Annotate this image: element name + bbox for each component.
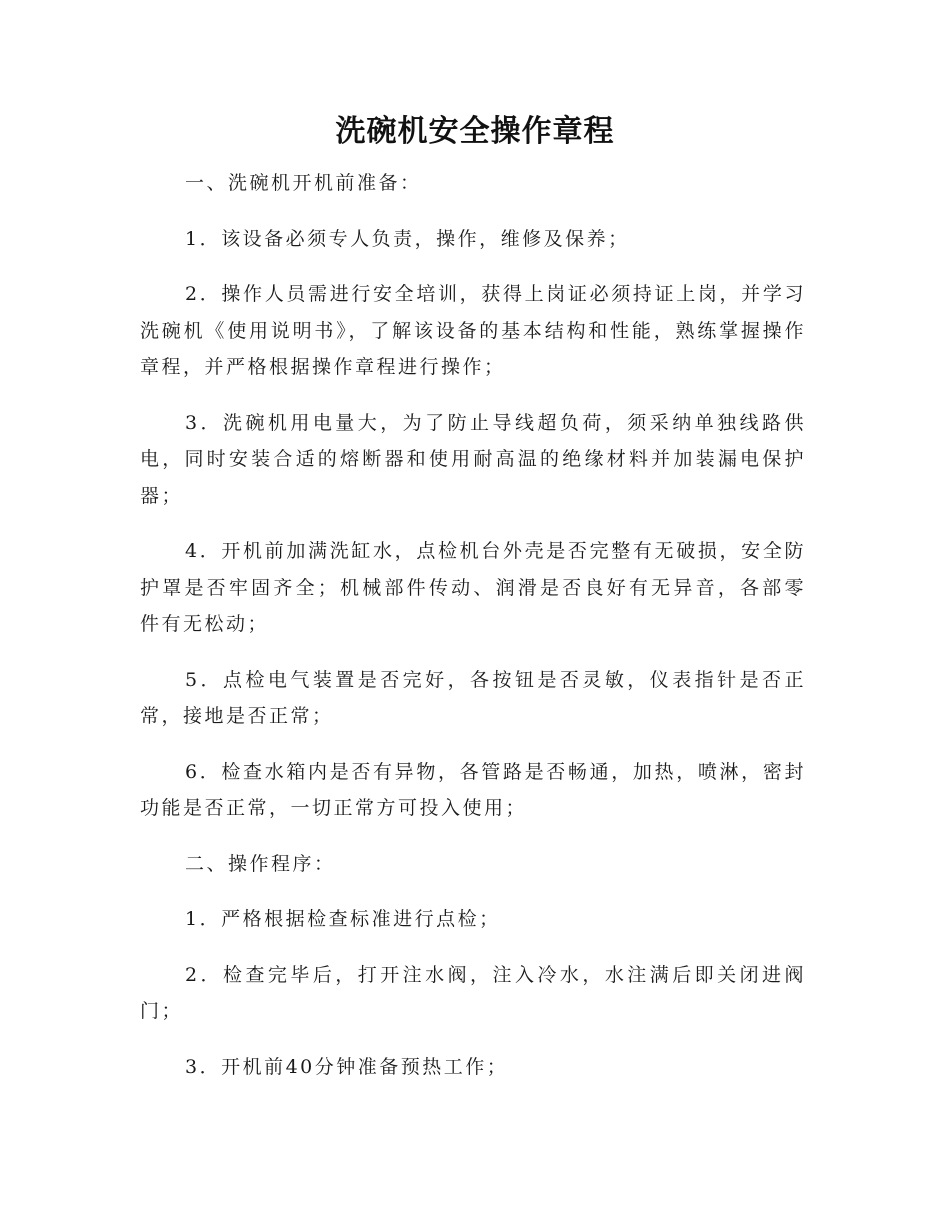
paragraph-item-2: 2．操作人员需进行安全培训，获得上岗证必须持证上岗，并学习洗碗机《使用说明书》，了解该设备的基本结构和性能，熟练掌握操作章程，并严格根据操作章程进行操作； bbox=[140, 283, 806, 378]
document-body bbox=[140, 165, 806, 1104]
paragraph-item-5: 5．点检电气装置是否完好，各按钮是否灵敏，仪表指针是否正常，接地是否正常； bbox=[140, 668, 806, 727]
paragraph-item-4: 4．开机前加满洗缸水，点检机台外壳是否完整有无破损，安全防护罩是否牢固齐全；机械部件传动、润滑是否良好有无异音，各部零件有无松动； bbox=[140, 540, 806, 635]
paragraph-step-1: 1．严格根据检查标准进行点检； bbox=[185, 908, 501, 930]
paragraph-step-3: 3．开机前40分钟准备预热工作； bbox=[185, 1055, 509, 1078]
section-heading-procedure: 二、操作程序： bbox=[185, 852, 336, 875]
paragraph-item-1: 1．该设备必须专人负责，操作，维修及保养； bbox=[185, 227, 630, 250]
section-heading-preparation: 一、洗碗机开机前准备： bbox=[185, 172, 422, 194]
paragraph-step-2: 2．检查完毕后，打开注水阀，注入冷水，水注满后即关闭进阀门； bbox=[140, 963, 806, 1022]
paragraph-item-3: 3．洗碗机用电量大，为了防止导线超负荷，须采纳单独线路供电，同时安装合适的熔断器和使用耐高温的绝缘材料并加装漏电保护器； bbox=[140, 411, 806, 507]
document-title: 洗碗机安全操作章程 bbox=[335, 114, 615, 149]
paragraph-item-6: 6．检查水箱内是否有异物，各管路是否畅通，加热，喷淋，密封功能是否正常，一切正常方可投入使用； bbox=[140, 760, 806, 819]
